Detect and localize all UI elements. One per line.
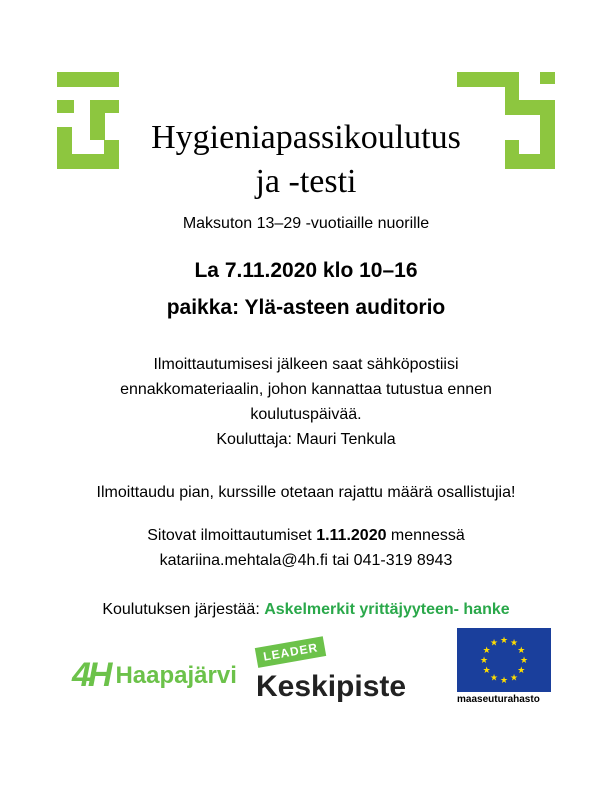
eu-star-icon: ★ xyxy=(509,672,519,683)
info-line-3: koulutuspäivää. xyxy=(250,406,362,423)
eu-star-icon: ★ xyxy=(519,655,529,665)
registration-deadline xyxy=(0,527,612,545)
keskipiste-logo: Keskipiste xyxy=(256,670,407,703)
notice: Ilmoittaudu pian, kurssille otetaan rajattu määrä osallistujia! xyxy=(96,484,516,501)
organizer-prefix: Koulutuksen järjestää: xyxy=(102,601,265,618)
registration-date: 1.11.2020 xyxy=(316,527,387,544)
registration-suffix: mennessä xyxy=(386,527,465,544)
event-place: paikka: Ylä-asteen auditorio xyxy=(166,296,446,319)
eu-star-icon: ★ xyxy=(489,672,499,683)
4h-mark-icon: 4H xyxy=(72,656,110,694)
haapajarvi-name: Haapajärvi xyxy=(115,661,237,689)
subtitle: Maksuton 13–29 -vuotiaille nuorille xyxy=(182,215,430,232)
contact: katariina.mehtala@4h.fi tai 041-319 8943 xyxy=(159,552,453,569)
eu-star-icon: ★ xyxy=(499,635,509,645)
eu-star-icon: ★ xyxy=(482,665,491,675)
leader-badge: LEADER xyxy=(255,636,327,668)
eu-star-icon: ★ xyxy=(517,645,526,655)
info-line-1: Ilmoittautumisesi jälkeen saat sähköpostiisi xyxy=(153,356,459,373)
info-line-2: ennakkomateriaalin, johon kannattaa tutustua ennen xyxy=(120,381,492,398)
title-line-1: Hygieniapassikoulutus xyxy=(151,119,461,156)
eu-flag-icon xyxy=(457,628,551,692)
eu-star-icon: ★ xyxy=(489,637,499,648)
eu-caption: maaseuturahasto xyxy=(457,694,540,705)
haapajarvi-4h-logo xyxy=(72,656,237,695)
eu-star-icon: ★ xyxy=(482,645,491,655)
eu-star-icon: ★ xyxy=(479,655,489,665)
organizer-name: Askelmerkit yrittäjyyteen- hanke xyxy=(264,601,510,618)
trainer: Kouluttaja: Mauri Tenkula xyxy=(216,431,396,448)
title-line-2: ja -testi xyxy=(255,163,357,200)
eu-star-icon: ★ xyxy=(509,637,519,648)
event-date: La 7.11.2020 klo 10–16 xyxy=(194,259,418,282)
organizer xyxy=(0,601,612,619)
eu-star-icon: ★ xyxy=(499,675,509,685)
eu-star-icon: ★ xyxy=(517,665,526,675)
registration-prefix: Sitovat ilmoittautumiset xyxy=(147,527,317,544)
